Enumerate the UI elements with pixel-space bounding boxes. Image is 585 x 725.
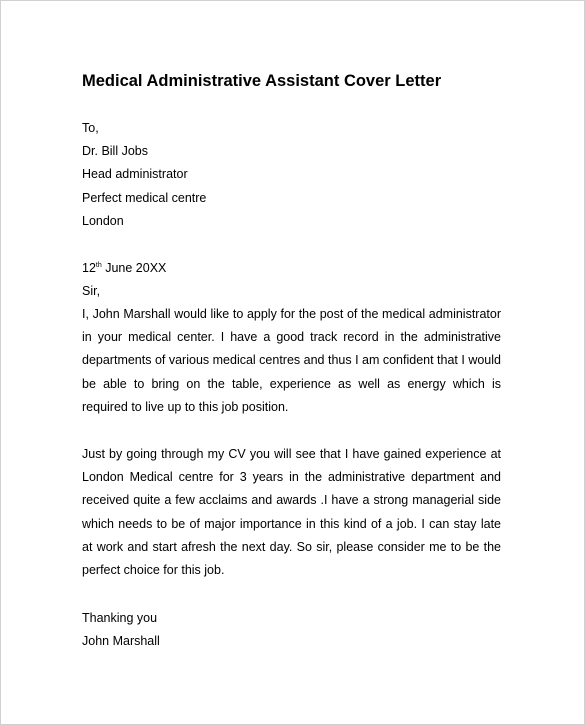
address-to: To,: [82, 121, 99, 135]
recipient-position: Head administrator: [82, 167, 188, 182]
closing-block: [82, 607, 160, 653]
recipient-address: [82, 117, 206, 233]
date-day: 12: [82, 261, 96, 275]
body-paragraph-2: Just by going through my CV you will see that I have gained experience at London Medical centre for 3 years in the administrative department and received quite a few acclaims and awards .I have a strong managerial side which needs to be of major importance in this kind of a job. I can stay late at work and start afresh the next day. So sir, please consider me to be the perfect choice for this job.: [82, 447, 501, 578]
recipient-city: London: [82, 213, 124, 228]
recipient-organization: Perfect medical centre: [82, 190, 207, 205]
salutation: Sir,: [82, 284, 101, 299]
signature-name: John Marshall: [82, 634, 160, 649]
closing-phrase: Thanking you: [82, 611, 158, 625]
body-paragraph-1: I, John Marshall would like to apply for the post of the medical administrator in your medical center. I have a good track record in the administrative departments of various medical centres and thus I am confident that I would be able to bring on the table, experience as well as energy which is required to live up to this job position.: [82, 307, 501, 414]
date-suffix: th: [95, 261, 102, 269]
letter-date: [82, 257, 166, 280]
document-title: Medical Administrative Assistant Cover Letter: [82, 72, 442, 90]
recipient-name: Dr. Bill Jobs: [82, 144, 148, 159]
date-salutation-block: [82, 257, 166, 303]
date-rest: June 20XX: [101, 261, 167, 275]
